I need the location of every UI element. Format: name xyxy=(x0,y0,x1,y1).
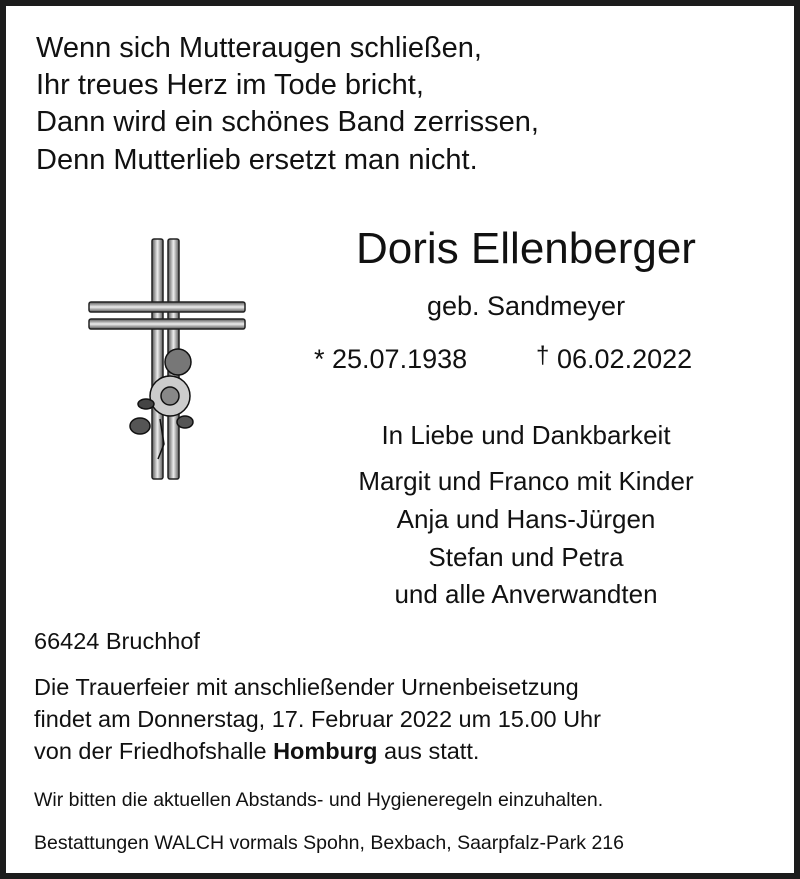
death-date: 06.02.2022 xyxy=(557,344,693,374)
poem-line: Dann wird ein schönes Band zerrissen, xyxy=(36,106,539,138)
death-symbol: † xyxy=(536,342,550,369)
poem-line: Wenn sich Mutteraugen schließen, xyxy=(36,32,482,64)
mourner-line: Margit und Franco mit Kinder xyxy=(358,466,694,496)
deceased-name: Doris Ellenberger xyxy=(356,224,696,273)
mourner-line: und alle Anverwandten xyxy=(394,579,658,609)
hygiene-note: Wir bitten die aktuellen Abstands- und Hygieneregeln einzuhalten. xyxy=(34,789,604,811)
ceremony-line: Die Trauerfeier mit anschließender Urnenbeisetzung xyxy=(34,674,579,700)
poem-line: Denn Mutterlieb ersetzt man nicht. xyxy=(36,144,478,176)
undertaker: Bestattungen WALCH vormals Spohn, Bexbach, Saarpfalz-Park 216 xyxy=(34,832,624,854)
location: 66424 Bruchhof xyxy=(34,628,200,654)
mourner-line: Stefan und Petra xyxy=(428,542,624,572)
poem-line: Ihr treues Herz im Tode bricht, xyxy=(36,69,424,101)
ceremony-line xyxy=(34,738,479,765)
obituary-notice xyxy=(6,6,794,873)
ceremony-text: aus statt. xyxy=(377,738,480,764)
maiden-name: geb. Sandmeyer xyxy=(426,291,626,321)
ceremony-text: von der Friedhofshalle xyxy=(34,738,274,764)
ceremony-place: Homburg xyxy=(273,738,378,764)
cross-with-roses-icon xyxy=(82,234,252,484)
ceremony-line: findet am Donnerstag, 17. Februar 2022 um 15.00 Uhr xyxy=(34,706,601,732)
mourner-line: Anja und Hans-Jürgen xyxy=(396,504,656,534)
dedication: In Liebe und Dankbarkeit xyxy=(381,420,671,450)
birth-date: * 25.07.1938 xyxy=(314,344,468,374)
